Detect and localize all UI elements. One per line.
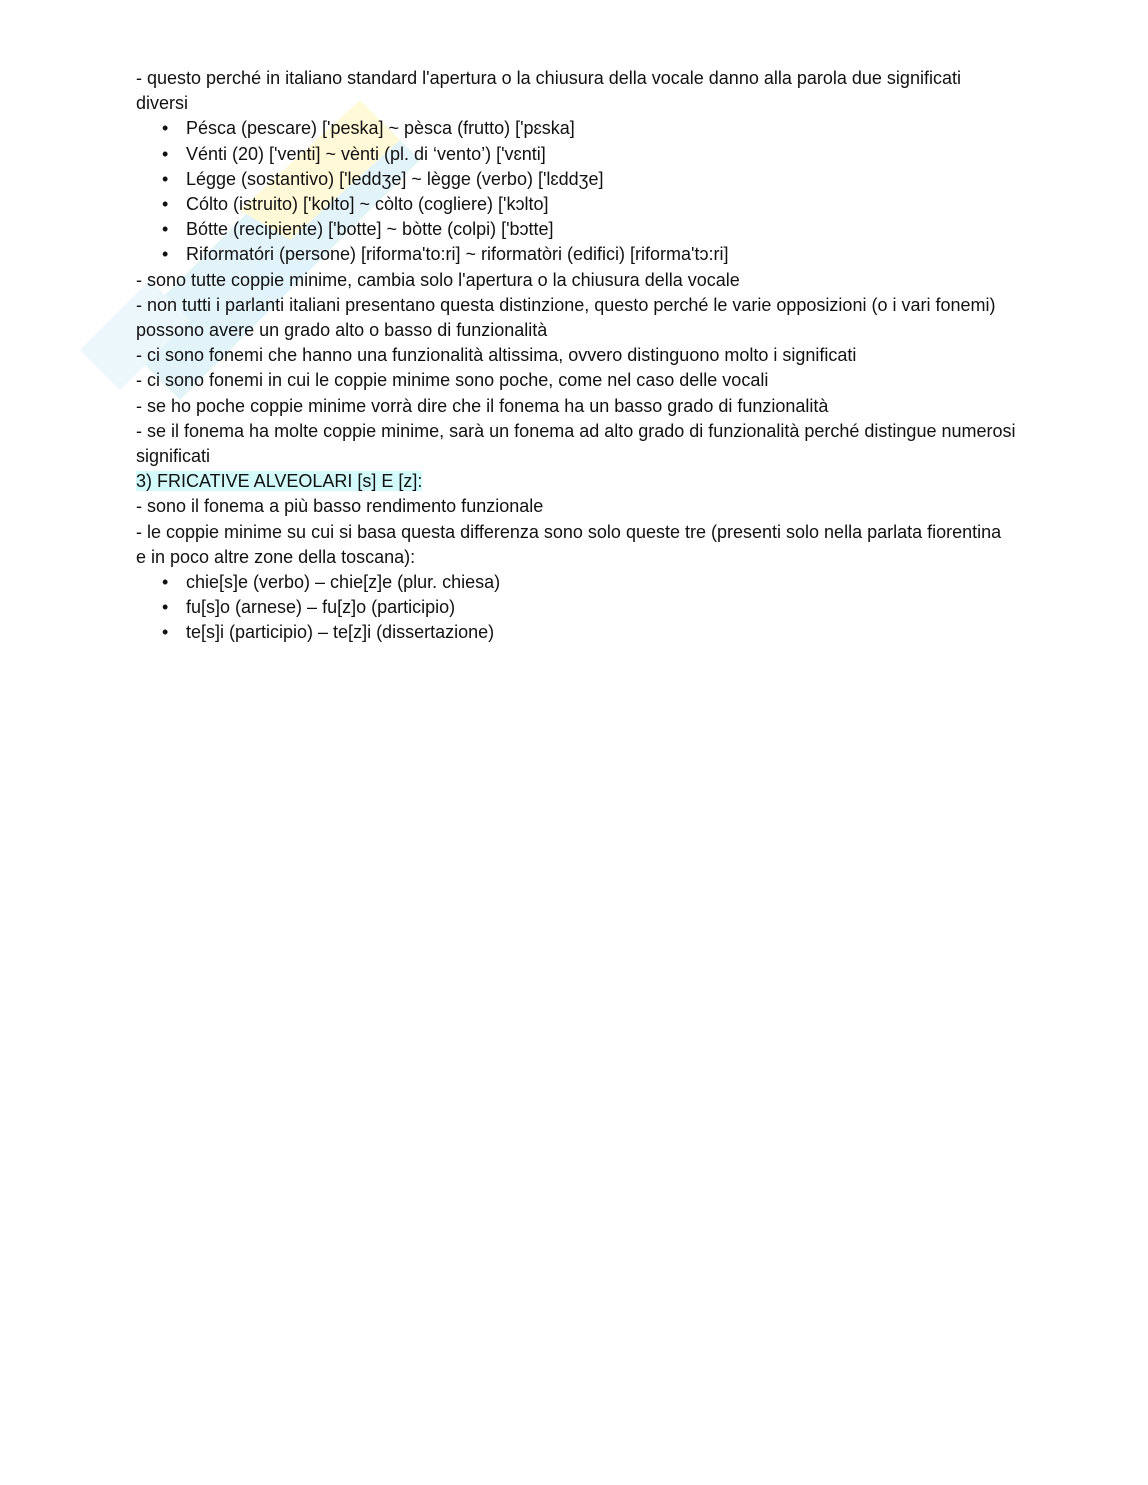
list-item: • fu[s]o (arnese) – fu[z]o (participio) [136, 595, 1016, 620]
note-paragraph: - se ho poche coppie minime vorrà dire che il fonema ha un basso grado di funzionalità [136, 395, 829, 416]
list-item: • Légge (sostantivo) ['leddʒe] ~ lègge (verbo) ['lɛddʒe] [136, 167, 1016, 192]
document-body [136, 66, 1016, 646]
fricative-minimal-pairs-list [136, 570, 1016, 646]
note-paragraph: - non tutti i parlanti italiani presentano questa distinzione, questo perché le varie opposizioni (o i vari fonemi) possono avere un grado alto o basso di funzionalità [136, 294, 996, 341]
note-paragraph: - sono tutte coppie minime, cambia solo l'apertura o la chiusura della vocale [136, 269, 740, 290]
list-item: • Cólto (istruito) ['kolto] ~ còlto (cogliere) ['kɔlto] [136, 192, 1016, 217]
list-item: • chie[s]e (verbo) – chie[z]e (plur. chiesa) [136, 570, 1016, 595]
section-heading [136, 469, 1016, 494]
section-note-paragraph: - sono il fonema a più basso rendimento funzionale [136, 496, 544, 517]
list-item: • te[s]i (participio) – te[z]i (dissertazione) [136, 620, 1016, 645]
list-item: • Vénti (20) ['venti] ~ vènti (pl. di ‘vento’) ['vɛnti] [136, 142, 1016, 167]
list-item: • Bótte (recipiente) ['botte] ~ bòtte (colpi) ['bɔtte] [136, 217, 1016, 242]
section-note-paragraph: - le coppie minime su cui si basa questa differenza sono solo queste tre (presenti solo nella parlata fiorentina e in poco altre zone della toscana): [136, 521, 1002, 567]
list-item: • Riformatóri (persone) [riforma'to:ri] ~ riformatòri (edifici) [riforma'tɔ:ri] [136, 242, 1016, 267]
vowel-minimal-pairs-list [136, 116, 1016, 267]
note-paragraph: - ci sono fonemi in cui le coppie minime sono poche, come nel caso delle vocali [136, 370, 769, 391]
list-item: • Pésca (pescare) ['peska] ~ pèsca (frutto) ['pɛska] [136, 116, 1016, 141]
note-paragraph: - se il fonema ha molte coppie minime, sarà un fonema ad alto grado di funzionalità perché distingue numerosi significati [136, 420, 1016, 467]
section-heading-text: 3) FRICATIVE ALVEOLARI [s] E [z]: [136, 471, 423, 492]
intro-paragraph: - questo perché in italiano standard l'apertura o la chiusura della vocale danno alla parola due significati diversi [136, 68, 961, 114]
note-paragraph: - ci sono fonemi che hanno una funzionalità altissima, ovvero distinguono molto i significati [136, 345, 857, 366]
